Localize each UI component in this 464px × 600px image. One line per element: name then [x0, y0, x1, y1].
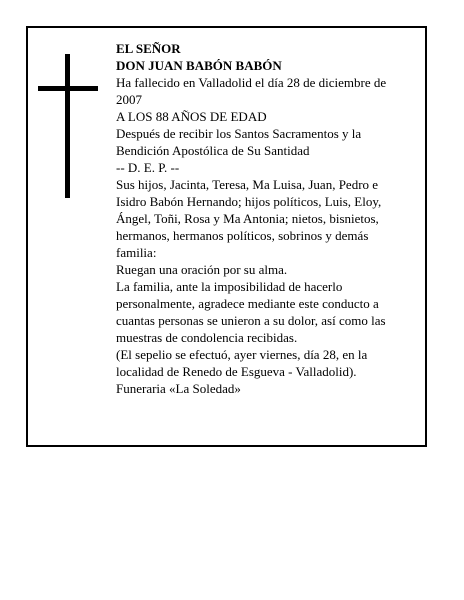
notice-title-line-2: DON JUAN BABÓN BABÓN	[116, 58, 282, 73]
burial-information: (El sepelio se efectuó, ayer viernes, día 28, en la localidad de Renedo de Esgueva - Valladolid).	[116, 347, 368, 379]
cross-horizontal-bar	[38, 86, 98, 91]
prayer-request: Ruegan una oración por su alma.	[116, 262, 288, 277]
family-list: Sus hijos, Jacinta, Teresa, Ma Luisa, Juan, Pedro e Isidro Babón Hernando; hijos políticos, Luis, Eloy, Ángel, Toñi, Rosa y Ma Antonia; nietos, bisnietos, hermanos, hermanos políticos, sobrinos y demás familia:	[116, 177, 382, 260]
death-information: Ha fallecido en Valladolid el día 28 de diciembre de 2007	[116, 75, 387, 107]
cross-vertical-bar	[65, 54, 70, 198]
rip-text: -- D. E. P. --	[116, 160, 180, 175]
age-at-death: A LOS 88 AÑOS DE EDAD	[116, 109, 267, 124]
obituary-notice	[26, 26, 427, 447]
obituary-text	[116, 40, 404, 397]
family-thanks: La familia, ante la imposibilidad de hacerlo personalmente, agradece mediante este conducto a cuantas personas se unieron a su dolor, así como las muestras de condolencia recibidas.	[116, 279, 386, 345]
cross-icon	[38, 54, 98, 198]
sacraments-text: Después de recibir los Santos Sacramentos y la Bendición Apostólica de Su Santidad	[116, 126, 362, 158]
notice-title-line-1: EL SEÑOR	[116, 41, 181, 56]
funeral-home: Funeraria «La Soledad»	[116, 381, 241, 396]
